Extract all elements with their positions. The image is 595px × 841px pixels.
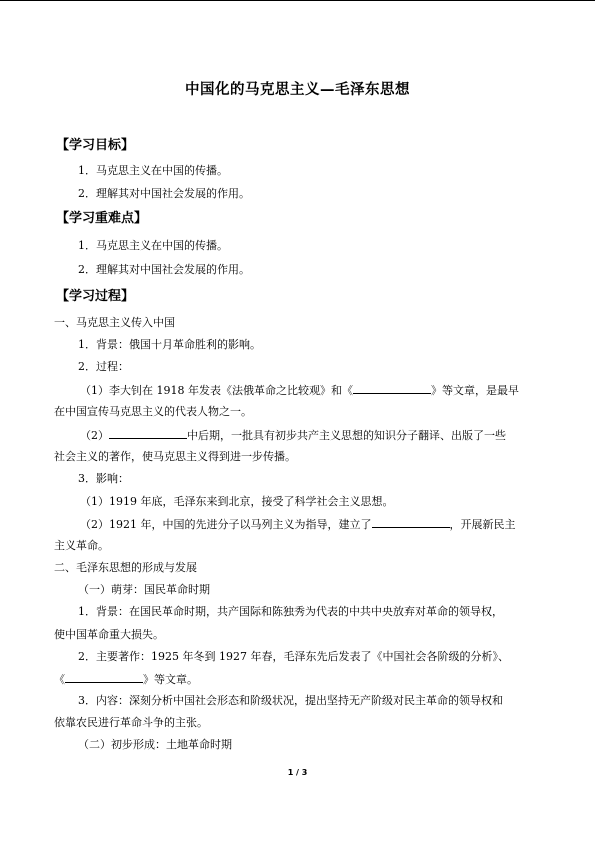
goal-item-1: 1．马克思主义在中国的传播。	[78, 164, 228, 177]
fill-in-blank-3[interactable]	[372, 516, 450, 528]
paragraph-process: 2．过程：	[78, 360, 129, 373]
fill-in-blank-1[interactable]	[353, 382, 431, 394]
paragraph-sprout-background-cont: 使中国革命重大损失。	[54, 628, 164, 641]
paragraph-process-2	[80, 427, 506, 443]
text-segment: 《	[54, 673, 65, 686]
goal-item-2: 2．理解其对中国社会发展的作用。	[78, 187, 250, 200]
text-segment: （2）	[80, 429, 109, 442]
fill-in-blank-4[interactable]	[65, 671, 143, 683]
subsection-1-title: （一）萌芽：国民革命时期	[78, 583, 210, 596]
document-title: 中国化的马克思主义—毛泽东思想	[185, 82, 410, 98]
paragraph-impact: 3．影响：	[78, 472, 129, 485]
heading-learning-goals: 【学习目标】	[56, 138, 135, 153]
page-number: 1 / 3	[287, 768, 308, 777]
text-segment: ，开展新民主	[449, 518, 516, 531]
paragraph-process-2-cont: 社会主义的著作，使马克思主义得到进一步传播。	[54, 450, 296, 463]
paragraph-process-1-cont: 在中国宣传马克思主义的代表人物之一。	[54, 405, 252, 418]
subsection-2-title: （二）初步形成：土地革命时期	[78, 738, 232, 751]
heading-learning-process: 【学习过程】	[56, 289, 135, 304]
keypoint-item-1: 1．马克思主义在中国的传播。	[78, 239, 228, 252]
paragraph-process-1	[80, 382, 519, 398]
paragraph-background: 1．背景：俄国十月革命胜利的影响。	[78, 338, 261, 351]
text-segment: 》等文章，是最早	[430, 384, 519, 397]
paragraph-content: 3．内容：深刻分析中国社会形态和阶级状况，提出坚持无产阶级对民主革命的领导权和	[78, 694, 503, 707]
paragraph-main-works: 2．主要著作：1925 年冬到 1927 年春，毛泽东先后发表了《中国社会各阶级的分析》、	[78, 650, 509, 663]
section-1-title: 一、马克思主义传入中国	[54, 316, 175, 329]
section-2-title: 二、毛泽东思想的形成与发展	[54, 561, 197, 574]
text-segment: （1）李大钊在 1918 年发表《法俄革命之比较观》和《	[80, 384, 353, 397]
paragraph-sprout-background: 1．背景：在国民革命时期，共产国际和陈独秀为代表的中共中央放弃对革命的领导权，	[78, 605, 503, 618]
paragraph-main-works-cont	[54, 671, 198, 687]
paragraph-impact-2-cont: 主义革命。	[54, 539, 109, 552]
text-segment: （2）1921 年，中国的先进分子以马列主义为指导，建立了	[80, 518, 372, 531]
paragraph-impact-2	[80, 516, 516, 532]
top-border-line	[0, 0, 595, 1]
text-segment: 》等文章。	[143, 673, 198, 686]
paragraph-content-cont: 依靠农民进行革命斗争的主张。	[54, 716, 208, 729]
fill-in-blank-2[interactable]	[109, 427, 187, 439]
text-segment: 中后期，一批具有初步共产主义思想的知识分子翻译、出版了一些	[187, 429, 506, 442]
keypoint-item-2: 2．理解其对中国社会发展的作用。	[78, 263, 250, 276]
paragraph-impact-1: （1）1919 年底，毛泽东来到北京，接受了科学社会主义思想。	[80, 495, 394, 508]
heading-key-points: 【学习重难点】	[56, 211, 148, 226]
